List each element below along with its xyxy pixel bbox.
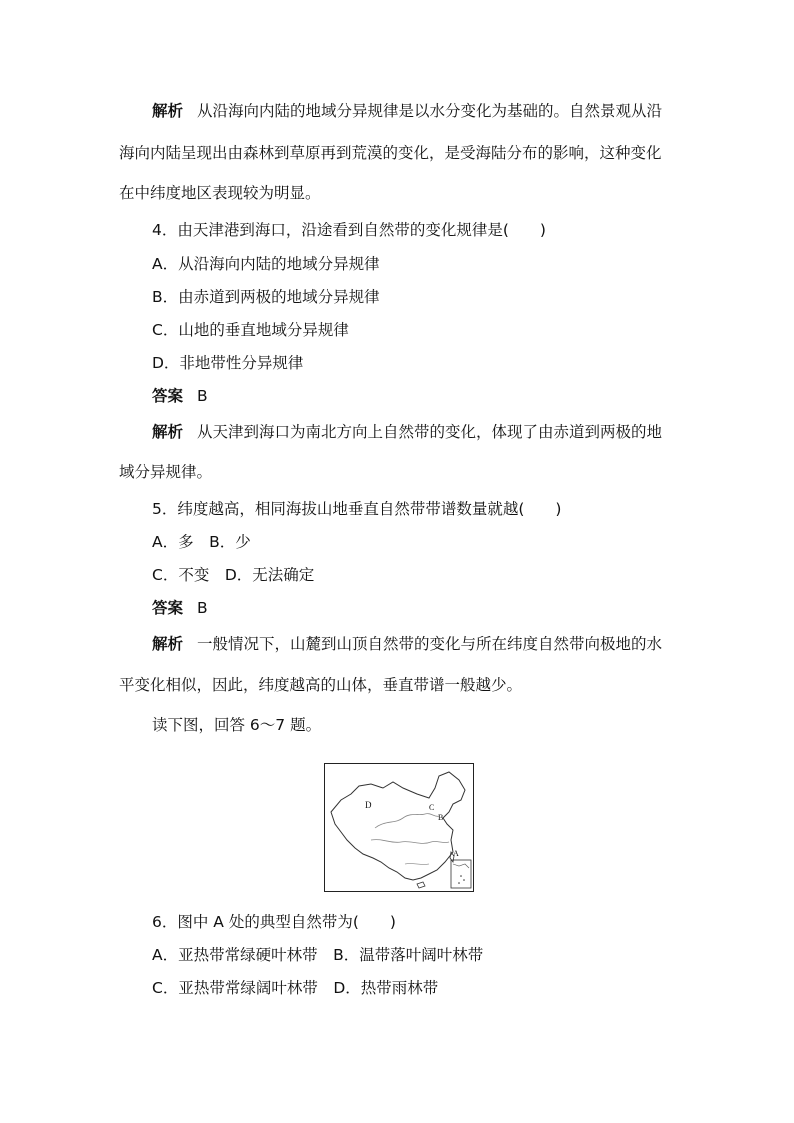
map-intro: 读下图，回答 6～7 题。 <box>152 716 322 734</box>
analysis-paragraph-line3: 在中纬度地区表现较为明显。 <box>119 184 321 202</box>
china-map-svg <box>325 764 473 891</box>
question-5-analysis-line1 <box>152 634 662 654</box>
answer-label: 答案 <box>152 599 184 617</box>
map-label-b: B <box>438 813 444 822</box>
question-4-option-a: A．从沿海向内陆的地域分异规律 <box>152 255 380 273</box>
answer-label: 答案 <box>152 387 184 405</box>
question-4-option-d: D．非地带性分异规律 <box>152 354 304 372</box>
question-4-analysis-line1 <box>152 422 662 442</box>
analysis-label: 解析 <box>152 635 184 653</box>
question-4-analysis-line2: 域分异规律。 <box>119 463 213 481</box>
answer-value: B <box>197 599 208 617</box>
question-6-options-ab: A．亚热带常绿硬叶林带 B．温带落叶阔叶林带 <box>152 946 484 964</box>
analysis-label: 解析 <box>152 102 184 120</box>
question-6-options-cd: C．亚热带常绿阔叶林带 D．热带雨林带 <box>152 979 439 997</box>
question-5-options-cd: C．不变 D．无法确定 <box>152 566 315 584</box>
china-outline <box>331 772 465 880</box>
map-label-c: C <box>429 803 435 812</box>
analysis-text: 从天津到海口为南北方向上自然带的变化，体现了由赤道到两极的地 <box>197 423 663 441</box>
analysis-text: 一般情况下，山麓到山顶自然带的变化与所在纬度自然带向极地的水 <box>197 635 663 653</box>
hainan-island <box>417 882 425 888</box>
river-yellow <box>375 814 439 828</box>
question-5-analysis-line2: 平变化相似，因此，纬度越高的山体，垂直带谱一般越少。 <box>119 676 523 694</box>
question-5-options-ab: A．多 B．少 <box>152 533 251 551</box>
question-5-stem: 5．纬度越高，相同海拔山地垂直自然带带谱数量就越( ) <box>152 500 562 518</box>
map-label-d: D <box>365 800 372 810</box>
question-4-option-b: B．由赤道到两极的地域分异规律 <box>152 288 380 306</box>
river-pearl <box>405 863 429 864</box>
map-label-a: A <box>453 849 459 858</box>
river-yangtze <box>371 840 449 844</box>
inset-coast <box>453 864 469 868</box>
question-4-option-c: C．山地的垂直地域分异规律 <box>152 321 349 339</box>
analysis-label: 解析 <box>152 423 184 441</box>
question-6-stem: 6．图中 A 处的典型自然带为( ) <box>152 913 396 931</box>
analysis-paragraph-line1 <box>152 101 662 121</box>
question-4-stem: 4．由天津港到海口，沿途看到自然带的变化规律是( ) <box>152 221 546 239</box>
analysis-text: 从沿海向内陆的地域分异规律是以水分变化为基础的。自然景观从沿 <box>197 102 663 120</box>
question-4-answer <box>152 386 208 406</box>
answer-value: B <box>197 387 208 405</box>
question-5-answer <box>152 598 208 618</box>
analysis-paragraph-line2: 海向内陆呈现出由森林到草原再到荒漠的变化，是受海陆分布的影响，这种变化 <box>119 144 662 162</box>
inset-islands <box>460 875 462 877</box>
china-map-figure <box>324 763 474 892</box>
